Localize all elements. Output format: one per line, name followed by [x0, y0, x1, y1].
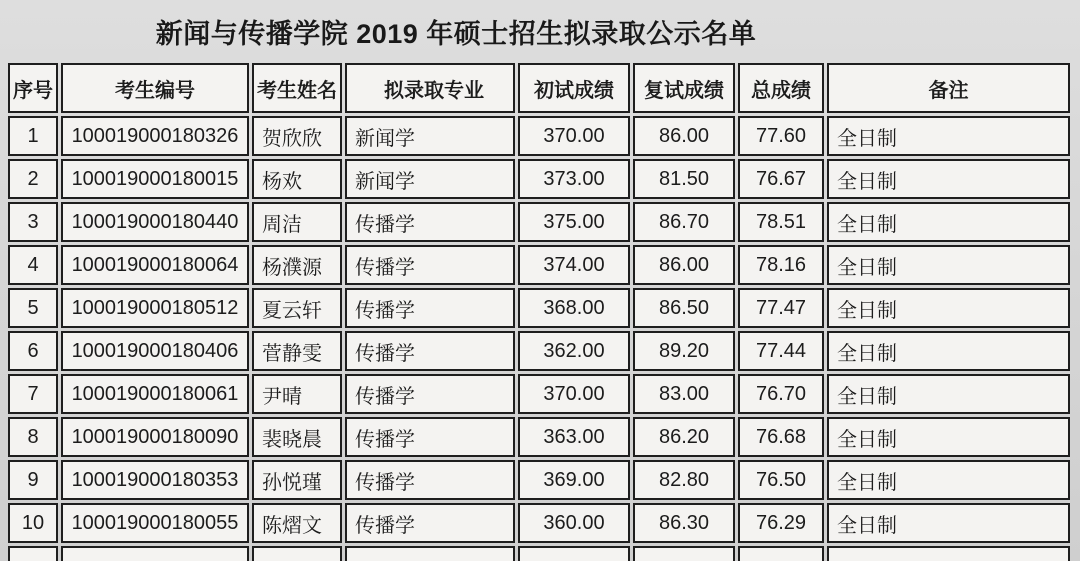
table-header-row	[8, 63, 1070, 113]
admission-roster-table	[5, 60, 1073, 561]
cell-major: 传播学	[345, 288, 515, 328]
table-row	[8, 202, 1070, 242]
header-major: 拟录取专业	[345, 63, 515, 113]
cell-candidate-id: 100019000180353	[61, 460, 249, 500]
cell-candidate-name: 尹晴	[252, 374, 342, 414]
cell-total-score: 76.50	[738, 460, 824, 500]
cell-retest-score: 86.70	[633, 202, 735, 242]
cell-retest-score: 86.00	[633, 245, 735, 285]
cell-retest-score: 81.50	[633, 159, 735, 199]
cell-total-score: 77.60	[738, 116, 824, 156]
header-total-score: 总成绩	[738, 63, 824, 113]
cell-retest-score: 86.20	[633, 417, 735, 457]
cell-initial-score: 374.00	[518, 245, 630, 285]
cell-candidate-name: 菅静雯	[252, 331, 342, 371]
table-row	[8, 159, 1070, 199]
header-candidate-id: 考生编号	[61, 63, 249, 113]
cell-major: 新闻学	[345, 159, 515, 199]
cell-retest-score: 86.50	[633, 288, 735, 328]
cell-initial-score: 375.00	[518, 202, 630, 242]
cell-remark: 全日制	[827, 116, 1070, 156]
cell-candidate-name: 杨濮源	[252, 245, 342, 285]
cell-retest-score: 82.80	[633, 460, 735, 500]
cell-retest-score: 86.00	[633, 116, 735, 156]
cell-remark: 全日制	[827, 503, 1070, 543]
cell-total-score-empty	[738, 546, 824, 561]
cell-candidate-name-empty	[252, 546, 342, 561]
header-retest-score: 复试成绩	[633, 63, 735, 113]
cell-seq: 5	[8, 288, 58, 328]
cell-initial-score-empty	[518, 546, 630, 561]
cell-seq: 4	[8, 245, 58, 285]
table-row	[8, 417, 1070, 457]
cell-candidate-name: 杨欢	[252, 159, 342, 199]
table-row-partial	[8, 546, 1070, 561]
cell-total-score: 78.51	[738, 202, 824, 242]
cell-initial-score: 373.00	[518, 159, 630, 199]
cell-seq: 7	[8, 374, 58, 414]
cell-initial-score: 362.00	[518, 331, 630, 371]
table-body	[8, 116, 1070, 561]
page-title: 新闻与传播学院 2019 年硕士招生拟录取公示名单	[155, 19, 757, 49]
cell-candidate-id: 100019000180440	[61, 202, 249, 242]
cell-seq: 9	[8, 460, 58, 500]
cell-candidate-id: 100019000180061	[61, 374, 249, 414]
cell-retest-score: 86.30	[633, 503, 735, 543]
cell-total-score: 76.68	[738, 417, 824, 457]
cell-seq: 6	[8, 331, 58, 371]
cell-major: 传播学	[345, 417, 515, 457]
cell-major: 传播学	[345, 245, 515, 285]
cell-major: 传播学	[345, 331, 515, 371]
cell-initial-score: 360.00	[518, 503, 630, 543]
cell-remark: 全日制	[827, 159, 1070, 199]
cell-major: 传播学	[345, 503, 515, 543]
cell-seq: 1	[8, 116, 58, 156]
header-seq: 序号	[8, 63, 58, 113]
cell-total-score: 76.67	[738, 159, 824, 199]
cell-initial-score: 370.00	[518, 374, 630, 414]
cell-total-score: 76.29	[738, 503, 824, 543]
cell-remark: 全日制	[827, 288, 1070, 328]
cell-major: 传播学	[345, 202, 515, 242]
header-candidate-name: 考生姓名	[252, 63, 342, 113]
table-row	[8, 460, 1070, 500]
cell-remark: 全日制	[827, 245, 1070, 285]
cell-total-score: 77.44	[738, 331, 824, 371]
cell-remark: 全日制	[827, 374, 1070, 414]
cell-candidate-id: 100019000180055	[61, 503, 249, 543]
table-row	[8, 116, 1070, 156]
cell-seq: 2	[8, 159, 58, 199]
cell-retest-score-empty	[633, 546, 735, 561]
cell-retest-score: 89.20	[633, 331, 735, 371]
cell-total-score: 77.47	[738, 288, 824, 328]
cell-seq-empty	[8, 546, 58, 561]
table-row	[8, 288, 1070, 328]
cell-candidate-name: 裴晓晨	[252, 417, 342, 457]
cell-initial-score: 369.00	[518, 460, 630, 500]
cell-seq: 10	[8, 503, 58, 543]
table-row	[8, 503, 1070, 543]
table-row	[8, 374, 1070, 414]
cell-major: 传播学	[345, 460, 515, 500]
cell-candidate-id: 100019000180512	[61, 288, 249, 328]
cell-seq: 3	[8, 202, 58, 242]
cell-initial-score: 363.00	[518, 417, 630, 457]
cell-candidate-id: 100019000180406	[61, 331, 249, 371]
cell-retest-score: 83.00	[633, 374, 735, 414]
table-row	[8, 245, 1070, 285]
cell-major-empty	[345, 546, 515, 561]
cell-candidate-name: 周洁	[252, 202, 342, 242]
cell-initial-score: 370.00	[518, 116, 630, 156]
cell-major: 传播学	[345, 374, 515, 414]
cell-major: 新闻学	[345, 116, 515, 156]
cell-total-score: 76.70	[738, 374, 824, 414]
header-remark: 备注	[827, 63, 1070, 113]
table-row	[8, 331, 1070, 371]
cell-candidate-id: 100019000180015	[61, 159, 249, 199]
cell-candidate-id: 100019000180326	[61, 116, 249, 156]
cell-remark-empty	[827, 546, 1070, 561]
cell-candidate-name: 夏云轩	[252, 288, 342, 328]
cell-remark: 全日制	[827, 331, 1070, 371]
cell-candidate-name: 陈熠文	[252, 503, 342, 543]
header-initial-score: 初试成绩	[518, 63, 630, 113]
cell-remark: 全日制	[827, 460, 1070, 500]
cell-candidate-id-empty	[61, 546, 249, 561]
cell-remark: 全日制	[827, 417, 1070, 457]
cell-seq: 8	[8, 417, 58, 457]
cell-candidate-name: 孙悦瑾	[252, 460, 342, 500]
cell-candidate-id: 100019000180090	[61, 417, 249, 457]
cell-candidate-id: 100019000180064	[61, 245, 249, 285]
cell-total-score: 78.16	[738, 245, 824, 285]
cell-candidate-name: 贺欣欣	[252, 116, 342, 156]
cell-initial-score: 368.00	[518, 288, 630, 328]
cell-remark: 全日制	[827, 202, 1070, 242]
